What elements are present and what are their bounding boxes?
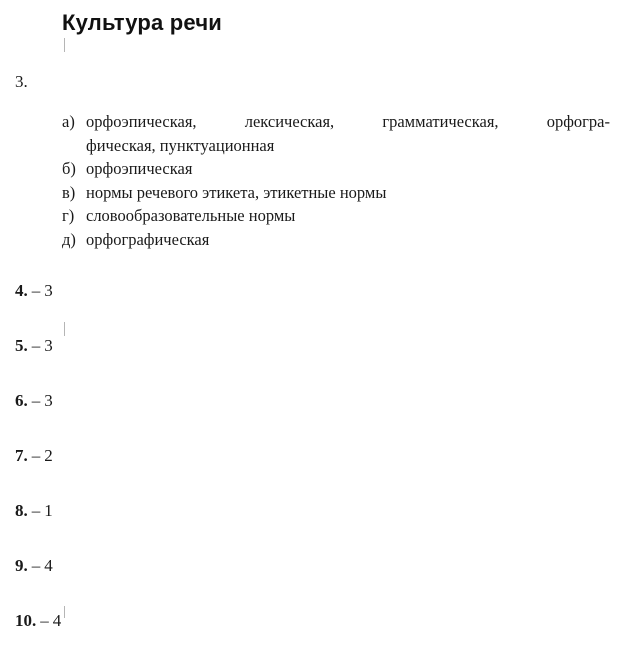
answer-value: 4 xyxy=(44,556,53,575)
option-g xyxy=(62,204,610,228)
option-letter: а) xyxy=(62,112,75,131)
option-text-line: орфоэпическая, лексическая, грамматическая, орфогра- xyxy=(86,112,610,131)
option-letter: г) xyxy=(62,206,75,225)
answer-number: 5. xyxy=(15,336,28,355)
option-d xyxy=(62,228,610,252)
answer-dash: – xyxy=(31,446,41,465)
option-letter: д) xyxy=(62,229,76,249)
answer-4 xyxy=(15,281,53,301)
answer-value: 4 xyxy=(52,611,62,630)
option-b xyxy=(62,157,610,181)
answer-value: 3 xyxy=(44,391,53,410)
scan-mark xyxy=(64,322,65,336)
answer-dash: – xyxy=(31,556,41,575)
answer-value: 3 xyxy=(44,281,53,300)
answer-dash: – xyxy=(31,281,41,300)
answer-10 xyxy=(15,611,61,631)
scan-mark xyxy=(64,606,65,618)
answer-8 xyxy=(15,501,53,521)
option-letter: в) xyxy=(62,182,76,202)
answer-value: 2 xyxy=(44,446,53,465)
answer-number: 8. xyxy=(15,501,28,520)
option-text: орфоэпическая xyxy=(86,159,193,178)
option-text xyxy=(86,110,610,157)
answer-6 xyxy=(15,391,53,411)
answer-number: 4. xyxy=(15,281,28,300)
answer-number: 9. xyxy=(15,556,28,575)
answer-7 xyxy=(15,446,53,466)
option-a xyxy=(62,110,610,157)
task-3-options xyxy=(62,110,610,251)
answer-number: 7. xyxy=(15,446,28,465)
task-3-number: 3. xyxy=(15,72,28,91)
answer-value: 3 xyxy=(44,336,53,355)
answer-number: 6. xyxy=(15,391,28,410)
option-letter: б) xyxy=(62,159,76,178)
answer-number: 10. xyxy=(15,611,37,630)
option-v xyxy=(62,181,610,205)
answer-dash: – xyxy=(31,391,41,410)
answer-5 xyxy=(15,336,53,356)
option-text: орфографическая xyxy=(86,229,210,249)
answer-dash: – xyxy=(31,336,41,355)
answer-value: 1 xyxy=(44,501,53,520)
option-text: словообразовательные нормы xyxy=(86,206,296,225)
option-text: нормы речевого этикета, этикетные нормы xyxy=(86,182,387,202)
scan-mark xyxy=(64,38,65,52)
page-title: Культура речи xyxy=(62,10,223,35)
answer-dash: – xyxy=(40,611,49,630)
answer-dash: – xyxy=(31,501,41,520)
answer-9 xyxy=(15,556,53,576)
option-text-line: фическая, пунктуационная xyxy=(86,135,275,155)
